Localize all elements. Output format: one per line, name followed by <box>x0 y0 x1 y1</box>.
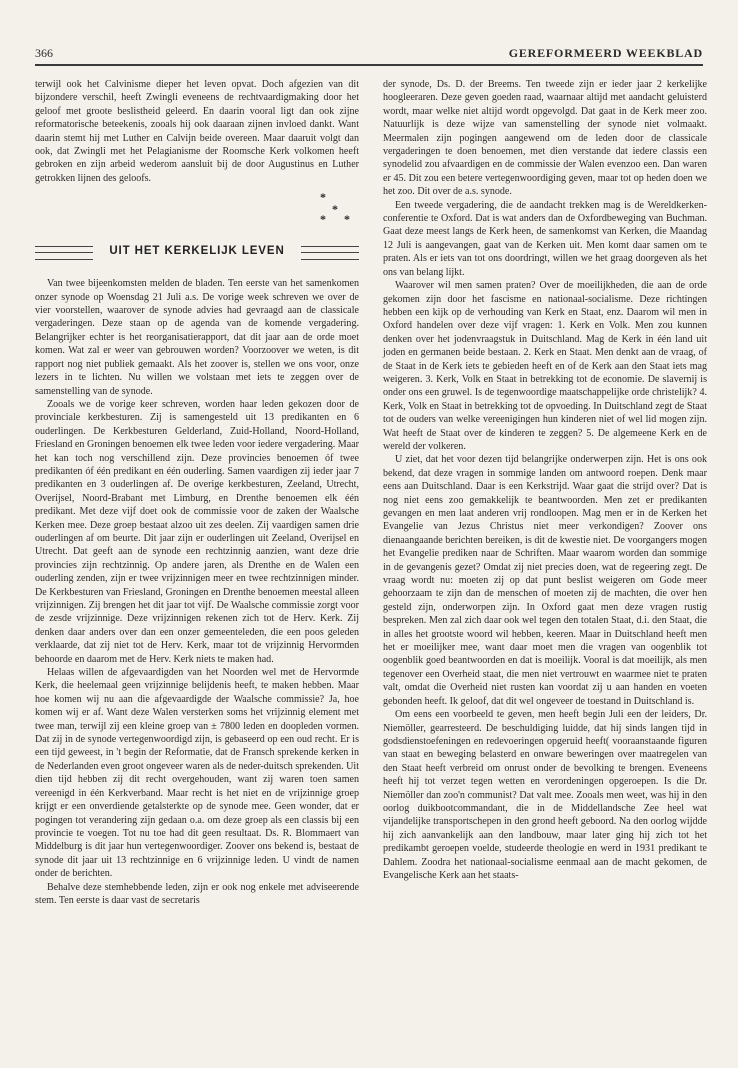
heading-rule-right <box>301 246 359 260</box>
asterisk: * <box>344 212 350 227</box>
publication-title: GEREFORMEERD WEEKBLAD <box>508 46 703 60</box>
page-number: 366 <box>35 46 53 60</box>
page-header <box>35 44 703 64</box>
section-separator-asterisks <box>35 187 359 225</box>
asterisk: * <box>320 212 326 227</box>
body-paragraph: Waarover wil men samen praten? Over de moeilijkheden, die aan de orde gekomen zijn door het fascisme en nationaal-socialisme. Deze richtingen hebben een kijk op de verhouding van Kerk en Staat, enz. Daarom wil men in Oxford handelen over deze vijf vragen: 1. Kerk en Volk. Men zou kunnen denken over het jodenvraagstuk in Duitschland. Mag de Kerk in één land uit joden en germanen beide bestaan. 2. Kerk en Staat. Men denkt aan de vraag, of de Staat in de Kerk iets te gebieden heeft en of de Kerk aan den Staat iets mag weigeren. 3. Kerk, Volk en Staat in betrekking tot de economie. De slavernij is onder ons een gruwel. Is de tegenwoordige maatschappelijke orde christelijk? 4. Kerk, Volk en Staat in betrekking tot de opvoeding. In Duitschland zegt de Staat tot de ouders van welke vereenigingen hun kinderen niet of wel lid mogen zijn. Wat heeft de Staat over de kinderen te zeggen? 5. De algemeene Kerk en de wereld der volkeren. <box>383 280 707 452</box>
body-paragraph: Om eens een voorbeeld te geven, men heeft begin Juli een der leiders, Dr. Niemöller, gearresteerd. De beschuldiging luidde, dat hij sinds langen tijd in godsdienstoefeningen en redevoeringen opgeruid heeft( vooraanstaande figuren van staat en beweging belasterd en onware beweringen over maatregelen van den Staat heeft verbreid om onrust onder de bevolking te brengen. Eveneens heeft hij tot verzet tegen wetten en verordeningen opgeroepen. Is die Dr. Niemöller dan zoo'n communist? Dat valt mee. Zooals men weet, was hij in den oorlog duikbootcommandant, die in de Middellandsche Zee heel wat vijandelijke transportschepen in den grond heeft geboord. Na den oorlog wijdde hij zich aanvankelijk aan den landbouw, maar later ging hij zich tot het predikambt geroepen voelde, studeerde theologie en werd in 1931 predikant te Dahlem. Zoodra het nationaal-socialisme eenmaal aan de macht gekomen, de Evangelische Kerk aan het staats- <box>383 709 707 881</box>
body-paragraph: der synode, Ds. D. der Breems. Ten tweede zijn er ieder jaar 2 kerkelijke hoogleeraren. Deze geven goeden raad, waarnaar altijd met aandacht geluisterd wordt, maar welke niet altijd wordt opgevolgd. Dat gaat in de Kerk meer zoo. Natuurlijk is deze wijze van samenstelling der synode niet volmaakt. Meermalen zijn pogingen aangewend om de leden door de classicale vergaderingen te doen benoemen, met dien verstande dat iedere classis een synodelid zou afvaardigen en de commissie der Walen evenzoo een. Dan waren er 45. Dit zou een betere vertegenwoordiging geven, maar tot op heden doen we het zoo. Dit over de a.s. synode. <box>383 79 707 198</box>
asterisk: * <box>320 190 326 205</box>
header-rule <box>35 64 703 66</box>
section-heading-text: UIT HET KERKELIJK LEVEN <box>109 245 285 258</box>
body-paragraph: Een tweede vergadering, die de aandacht trekken mag is de Wereldkerken-conferentie te Oxford. Dat is wat anders dan de Oxfordbeweging van Buchman. Gaat deze meest langs de Kerk heen, de samenkomst van Kerken, die Maandag 12 Juli is aangevangen, gaat van de Kerken uit. Men komt daar samen om te praten. Als er iets van tot ons doordringt, willen we het graag doorgeven als het ons van belang lijkt. <box>383 199 707 278</box>
body-paragraph: U ziet, dat het voor dezen tijd belangrijke onderwerpen zijn. Het is ons ook bekend, dat deze vragen in sommige landen om antwoord roepen. Denk maar eens aan Duitschland. Daar is een Kerkstrijd. Waar gaat die strijd over? Dat is nog niet eens zoo gemakkelijk te beantwoorden. Men zet er predikanten gevangen en men laat anderen vrij rondloopen. Mag men er in de Kerken het Evangelie van Jezus Christus niet meer verkondigen? Zoover ons dienaangaande berichten bereiken, is dit de kwestie niet. De voorgangers mogen het Evangelie prediken naar de Schriften. Maar waarom worden dan sommige in de gevangenis gezet? Omdat zij niet precies doen, wat de regeering zegt. De vraag wordt nu: moeten zij op dat punt beslist weigeren om Gode meer gehoorzaam te zijn dan de menschen of moeten zij de machten, die over hen gesteld zijn, onderworpen zijn. In Oxford gaat men deze vragen rustig bespreken. Men zal zich daar ook wel tegen den totalen Staat, d.i. den Staat, die in alles het grootste woord wil hebben, keeren. Maar in Duitschland heeft men het er moeilijker mee, want daar moet men die vragen van oogenblik tot oogenblik goed beantwoorden en dat is moeilijk. Vooral is dat moeilijk, als men tegenover een Overheid staat, die men niet vertrouwt en waarmee niet te praten valt, omdat die Overheid niet rusten kan voordat zij u aan handen en voeten gebonden heeft. Ik geloof, dat dit wel ongeveer de toestand in Duitschland is. <box>383 454 707 707</box>
section-heading <box>35 243 359 265</box>
left-column <box>35 78 359 907</box>
body-paragraph: Van twee bijeenkomsten melden de bladen. Ten eerste van het samenkomen onzer synode op Woensdag 21 Juli a.s. De vorige week schreven we over de vier voorstellen, waarover de synode advies had gevraagd aan de classicale vergaderingen. Deze staan op de agenda van de komende vergadering. Belangrijker echter is het reorganisatierapport, dat dit jaar aan de orde moet komen. Wat zal er weer van gebrouwen worden? Voorzoover we weten, is dit rapport nog niet publiek gemaakt. Als het zoover is, stellen we ons voor, onze lezers in te lichten. Nu willen we volstaan met iets te zeggen over de samenstelling van de synode. <box>35 278 359 397</box>
intro-paragraph: terwijl ook het Calvinisme dieper het leven opvat. Doch afgezien van dit bijzondere verschil, heeft Zwingli eveneens de rechtvaardigmaking door het geloof met groote beslistheid geleerd. En daarin vooral ligt dan ook zijne reformatorische beteekenis, zooals hij ook daaraan zijnen invloed dankt. Want daarin stemt hij met Luther en Calvijn beide overeen. Maar daaruit volgt dan ook, dat Zwingli met het Pelagianisme der Roomsche Kerk volkomen heeft gebroken en zijn arbeid wederom aansluit bij de door Augustinus en Luther getrokken lijnen des geloofs. <box>35 79 359 184</box>
body-paragraph: Zooals we de vorige keer schreven, worden haar leden gekozen door de provinciale kerkbesturen. Zij is samengesteld uit 13 predikanten en 6 ouderlingen. De Kerkbesturen Gelderland, Zuid-Holland, Noord-Holland, Friesland en Groningen benoemen elk twee leden voor iedere vergadering. Maar het kan toch nog verschillend zijn. Deze provincies benoemen óf twee predikanten óf één predikant en één ouderling. Samen vaardigen zij ieder jaar 7 predikanten en 3 ouderlingen af. De overige kerkbesturen, Zeeland, Utrecht, Overijsel, Noord-Brabant met Limburg, en Drenthe benoemen elk één predikant. Met deze vijf doet ook de commissie voor de zaken der Waalsche Kerken mee. Deze groep bestaat alzoo uit zes deelen. Zij vaardigen samen drie ouderlingen af om beurte. Dit jaar zijn er ouderlingen uit Zeeland, Overijsel en Utrecht. Dat geeft aan de synode een rechtzinnig aanzien, want deze drie provincies zijn rechtzinnig. Op andere jaren, als Drenthe en de Walen een ouderling zenden, zijn er twee vrijzinnigen meer en twee rechtzinnigen minder. De Kerkbesturen van Friesland, Groningen en Drenthe benoemen meestal alleen vrijzinnigen. Zij brengen het dit jaar tot vijf. De Waalsche commissie zorgt voor de zesde vrijzinnige. Deze vrijzinnigen rekenen zich tot de Herv. Kerk. Zij denken daar anders over dan een onzer gemeenteleden, die een poos geleden verklaarde, dat zij niet tot de Herv. Kerk, maar tot de vrijzinnig Hervormden behoorde en daarom met de Herv. Kerk niets te maken had. <box>35 398 359 665</box>
body-paragraph: Behalve deze stemhebbende leden, zijn er ook nog enkele met adviseerende stem. Ten eerste is daar vast de secretaris <box>35 881 359 906</box>
heading-rule-left <box>35 246 93 260</box>
body-paragraph: Helaas willen de afgevaardigden van het Noorden wel met de Hervormde Kerk, die heelemaal geen vrijzinnige belijdenis heeft, te maken hebben. Maar hoe komen wij nu aan die afgevaardigde der Waalsche commissie? Ja, hoe komen wij er af. Want deze Walen versterken soms het vrijzinnig element met twee man, terwijl zij een kleine groep van ± 7800 leden en doopleden vormen. Dat zij in de synode vertegenwoordigd zijn, is gebaseerd op een oud recht. Er is een tijd geweest, in 't begin der Reformatie, dat de Fransch sprekende kerken in de Nederlanden even groot ongeveer waren als de neder-duitsch sprekenden. Uit dien tijd hebben zij dit recht overgehouden, want zij waren toen samen vereenigd in één Kerkverband. Maar recht is het niet en de vrijzinnige groep krijgt er een onverdiende getalsterkte op de synode mee. Geen wonder, dat er pogingen tot verandering zijn gedaan o.a. om deze groep als een classis bij een provincie te voegen. Tot nu toe had dit geen resultaat. Ds. R. Blommaert van Middelburg is dit jaar hun vertegenwoordiger. Zoover ons bekend is, bestaat de synode dit jaar uit 13 rechtzinnige en 6 vrijzinnige leden. U vindt de namen onder de berichten. <box>35 667 359 880</box>
asterisk: * <box>332 202 338 217</box>
right-column <box>383 78 707 882</box>
